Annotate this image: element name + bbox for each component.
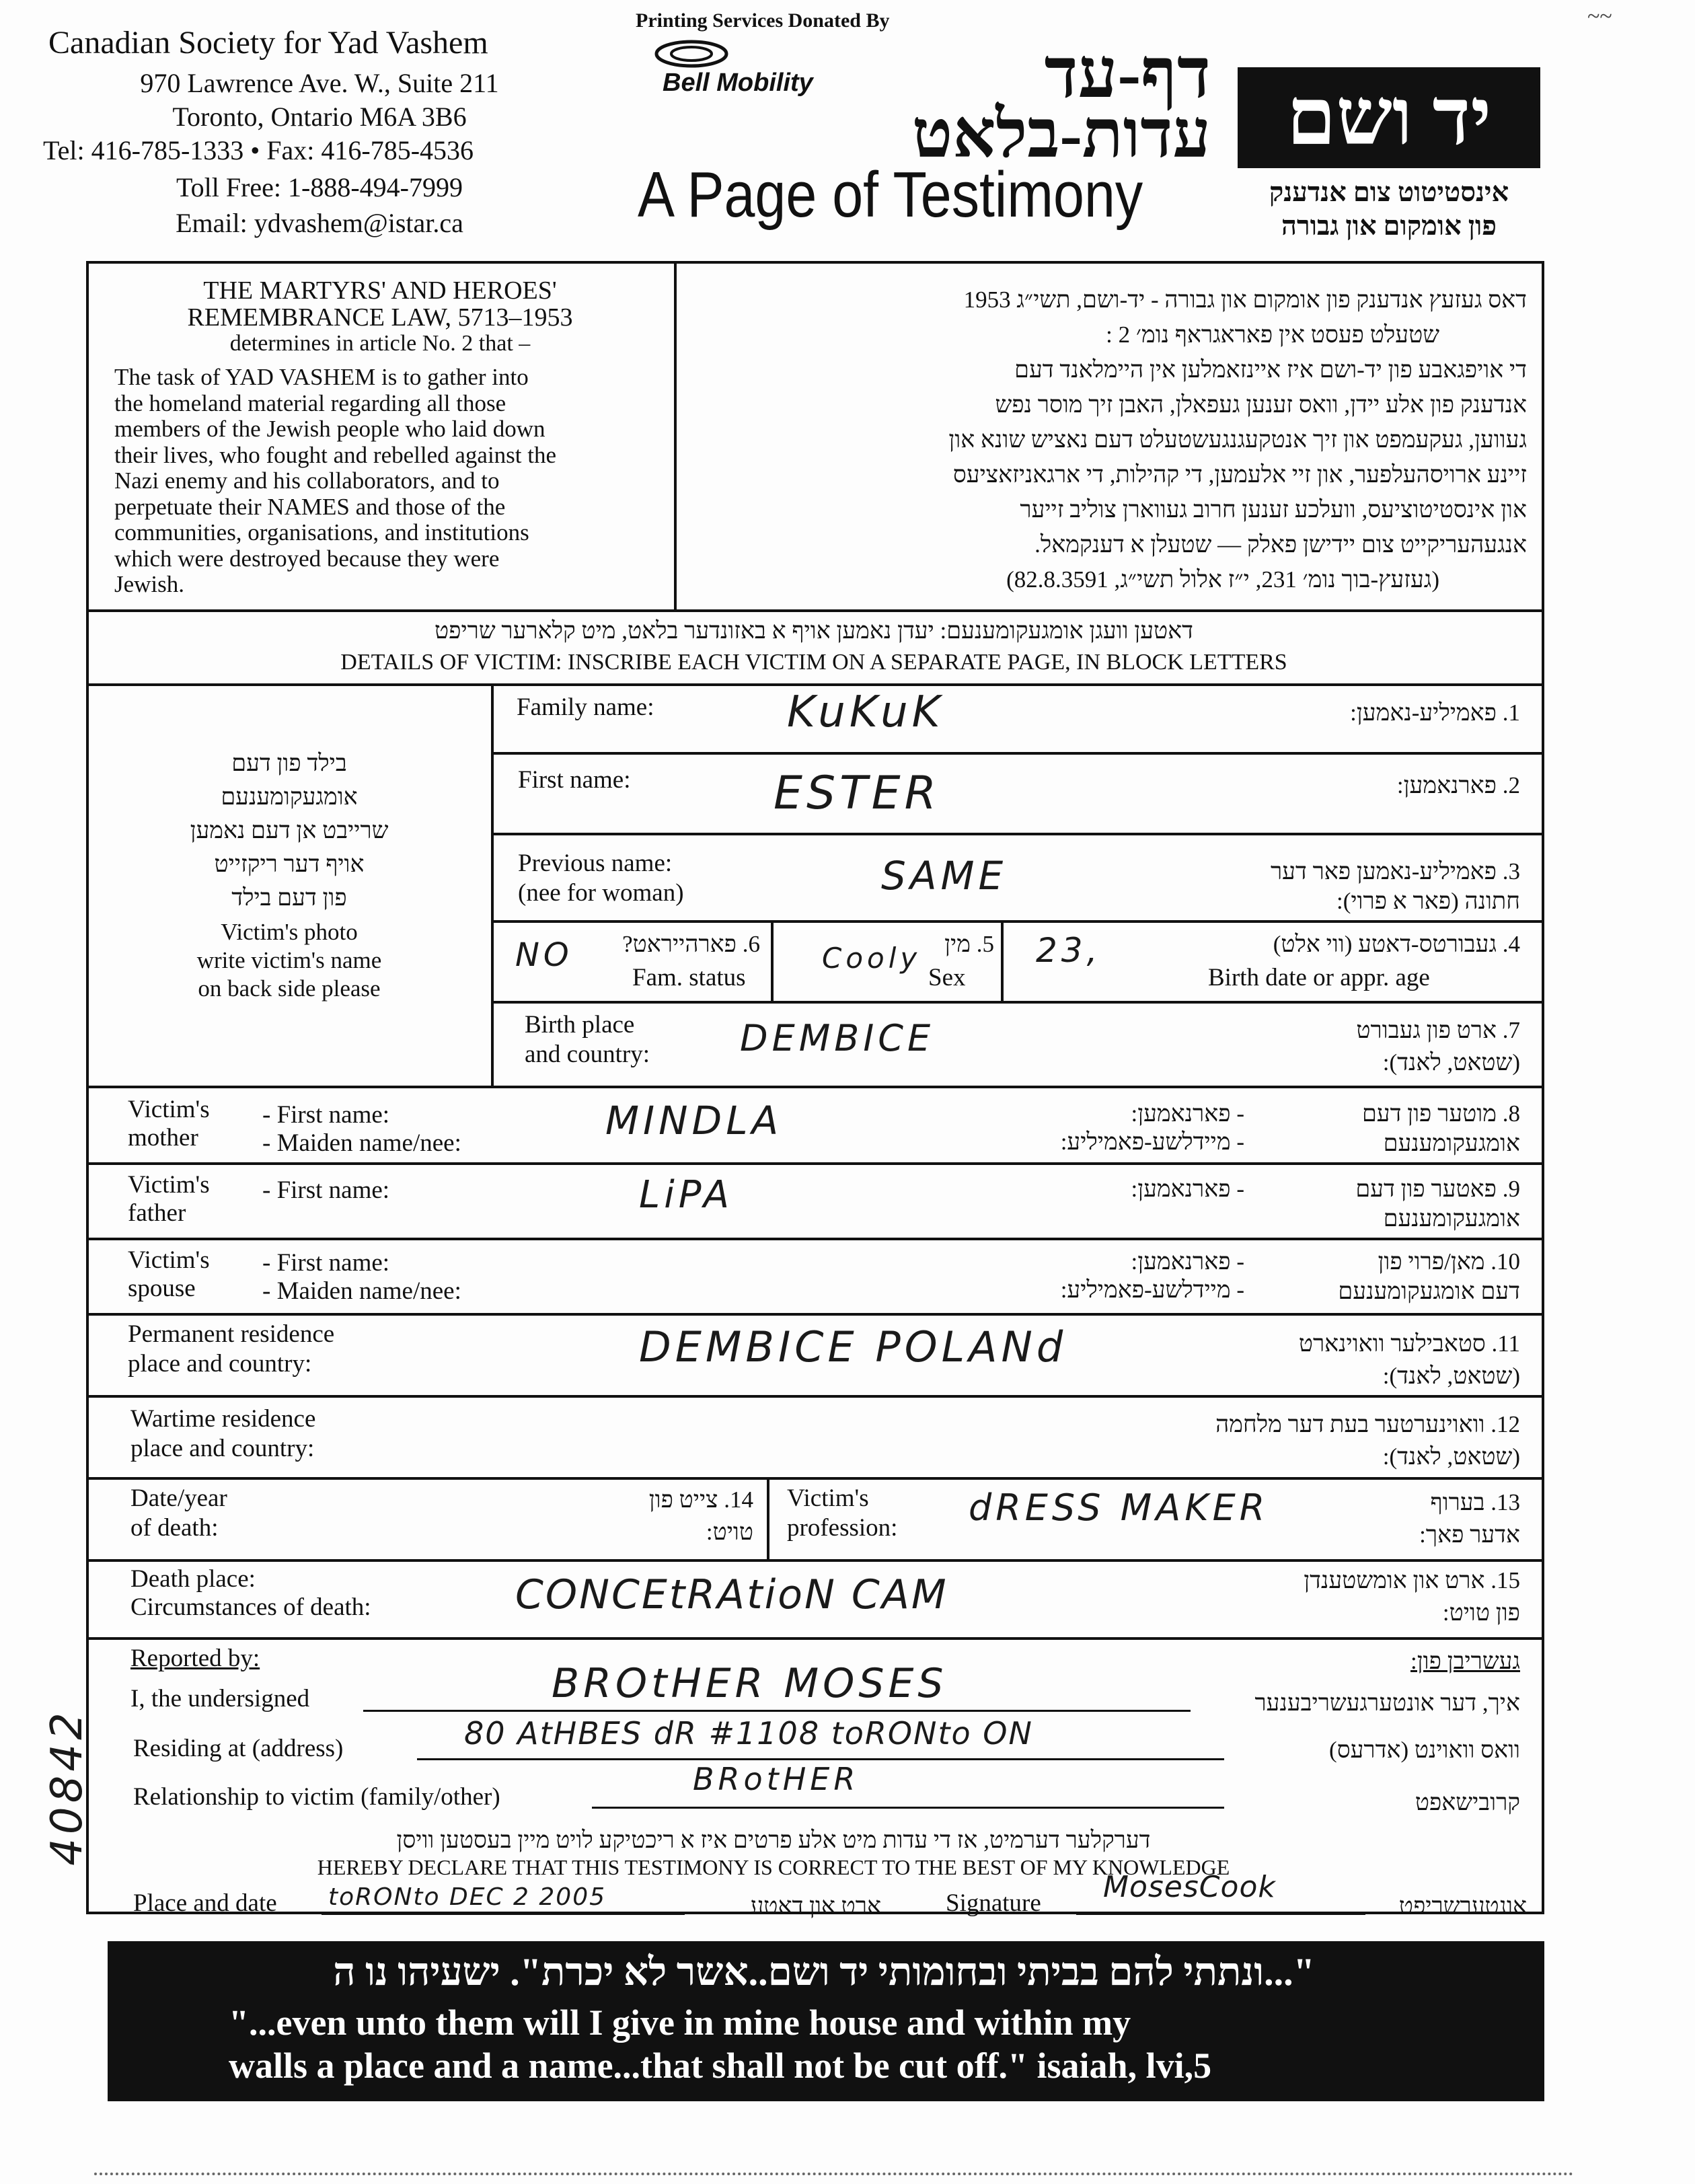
previous-name-label-2: (nee for woman) xyxy=(518,879,684,907)
org-toll-free: Toll Free: 1-888-494-7999 xyxy=(176,172,463,202)
family-name-label: Family name: xyxy=(517,693,654,721)
signature-label: Signature xyxy=(946,1889,1041,1917)
family-name-label-he: 1. פאמיליע-נאמען: xyxy=(1350,700,1520,726)
details-heading-he: דאטען וועגן אומגעקומענעם: יעדן נאמען אויף א באזונדער בלאט, מיט קלארער שריפט xyxy=(435,617,1193,644)
first-name-value: ESTER xyxy=(774,767,940,820)
profession-label-he-2: אדער פאך: xyxy=(1419,1521,1520,1548)
spouse-label-he-2: דעם אומגעקומענעם xyxy=(1338,1278,1520,1304)
family-status-label-he: 6. פארהייראט? xyxy=(622,931,760,957)
org-name: Canadian Society for Yad Vashem xyxy=(48,25,488,61)
spouse-label-he-1: 10. מאן/פרוי פון xyxy=(1378,1248,1520,1275)
logo-subtitle-2: פון אומקום און גבורה xyxy=(1281,211,1497,241)
place-date-label: Place and date xyxy=(133,1889,277,1917)
place-date-value: toRONto DEC 2 2005 xyxy=(328,1883,607,1911)
relationship-value: BRotHER xyxy=(693,1761,860,1797)
sex-value: Cooly xyxy=(822,942,921,975)
photo-he-line: אויף דער ריקזייט xyxy=(214,851,365,877)
photo-text-he xyxy=(101,747,478,915)
father-label-2: father xyxy=(128,1199,186,1227)
birthplace-label-1: Birth place xyxy=(525,1011,635,1039)
perm-residence-label-2: place and country: xyxy=(128,1350,312,1378)
spouse-sub-1: - First name: xyxy=(262,1249,390,1277)
law-en-line: communities, organisations, and institutions xyxy=(114,519,529,545)
reported-by-label-he: געשריבן פון: xyxy=(1410,1648,1520,1674)
profession-label-2: profession: xyxy=(787,1514,898,1542)
signature-label-he: אונטערשריפט xyxy=(1398,1893,1527,1919)
wartime-residence-label-1: Wartime residence xyxy=(130,1405,316,1433)
relationship-label: Relationship to victim (family/other) xyxy=(133,1783,500,1811)
wartime-residence-label-2: place and country: xyxy=(130,1435,315,1462)
law-he-line: דאס געזעץ אנדענק פון אומקום און גבורה - יד-ושם, תשי״ג 1953 xyxy=(963,287,1527,313)
birthplace-label-he-1: 7. ארט פון געבורט xyxy=(1356,1017,1520,1043)
previous-name-label-1: Previous name: xyxy=(518,850,673,877)
photo-he-line: בילד פון דעם xyxy=(231,750,347,776)
law-en-line: the homeland material regarding all those xyxy=(114,389,506,416)
mother-sub-he-2: - מיידלשע-פאמיליע: xyxy=(1060,1129,1244,1155)
declaration-he: דערקלער דערמיט, אז די עדות מיט אלע פרטים איז א ריכטיקע לויט מיין בעסטען וויסן xyxy=(396,1827,1151,1853)
law-he-line: און אינסטיטוציעס, וועלכע זענען חרוב געווארן צוליב זייער xyxy=(1020,496,1527,523)
law-text-he xyxy=(693,283,1527,597)
title-hebrew-1: דף-עד xyxy=(1044,35,1211,112)
father-value: LiPA xyxy=(639,1173,734,1217)
spouse-sub-2: - Maiden name/nee: xyxy=(262,1277,461,1305)
law-he-line: געווען, געקעמפט און זיך אנטקעגנגעשטעלט דעם נאציש שונא און xyxy=(948,426,1527,453)
family-status-value: NO xyxy=(515,936,573,974)
spouse-label-1: Victim's xyxy=(128,1246,210,1274)
place-date-label-he: ארט און דאטע xyxy=(750,1893,881,1919)
law-he-line: אנדענק פון אלע יידן, וואס זענען געפאלן, האבן זיך מוסר נפש xyxy=(995,391,1527,418)
law-heading-3: determines in article No. 2 that – xyxy=(229,331,531,356)
footer-quote-he: "...ונתתי להם בביתי ובחומותי יד ושם..אשר לא יכרת". ישעיהו נו ה xyxy=(333,1950,1315,1994)
law-he-line: (געזעץ-בוך נומ׳ 231, י״ז אלול תשי״ג, 82.8.3591) xyxy=(1006,566,1439,593)
law-en-line: which were destroyed because they were xyxy=(114,545,500,572)
mother-label-he-1: 8. מוטער פון דעם xyxy=(1361,1100,1520,1127)
birth-date-label: Birth date or appr. age xyxy=(1208,964,1430,991)
photo-he-line: פון דעם בילד xyxy=(231,884,347,911)
law-he-line: די אויפגאבע פון יד-ושם איז איינזאמלען אין היימלאנד דעם xyxy=(1014,356,1527,383)
death-date-label-he-1: 14. צייט פון xyxy=(648,1486,753,1513)
archive-number: 40842 xyxy=(42,1708,92,1866)
footer-quote-en-1: "...even unto them will I give in mine house and within my xyxy=(229,2002,1131,2043)
photo-en-line: on back side please xyxy=(198,975,381,1002)
wartime-residence-label-he-2: (שטאט, לאנד): xyxy=(1382,1443,1520,1470)
details-heading-en: DETAILS OF VICTIM: INSCRIBE EACH VICTIM ON A SEPARATE PAGE, IN BLOCK LETTERS xyxy=(340,650,1287,675)
mother-sub-2: - Maiden name/nee: xyxy=(262,1129,461,1157)
mother-label-1: Victim's xyxy=(128,1096,210,1123)
yad-vashem-logo xyxy=(1238,67,1540,168)
footer-quote-en-2: walls a place and a name...that shall not be cut off." isaiah, lvi,5 xyxy=(229,2045,1212,2086)
birthplace-value: DEMBICE xyxy=(740,1017,935,1059)
death-place-label-he-2: פון טויט: xyxy=(1442,1599,1520,1626)
father-label-he-2: אומגעקומענעם xyxy=(1383,1205,1520,1232)
mother-sub-he-1: - פארנאמען: xyxy=(1131,1100,1244,1127)
father-sub-1: - First name: xyxy=(262,1176,390,1204)
sponsor-name: Bell Mobility xyxy=(663,69,813,97)
bell-logo-icon xyxy=(651,34,732,74)
profession-label-he-1: 13. בערוף xyxy=(1430,1489,1520,1515)
address-label-he: וואס וואוינט (אדרעס) xyxy=(1329,1737,1520,1763)
previous-name-value: SAME xyxy=(881,853,1008,899)
law-heading-1: THE MARTYRS' AND HEROES' xyxy=(203,276,557,305)
org-address-2: Toronto, Ontario M6A 3B6 xyxy=(172,102,467,132)
death-place-label-2: Circumstances of death: xyxy=(130,1593,371,1621)
birthplace-label-2: and country: xyxy=(525,1041,650,1068)
reported-by-label: Reported by: xyxy=(130,1645,260,1672)
address-value: 80 AtHBES dR #1108 toRONto ON xyxy=(464,1715,1033,1752)
father-label-he-1: 9. פאטער פון דעם xyxy=(1355,1176,1520,1202)
sex-label: Sex xyxy=(928,964,966,991)
title-hebrew-2: עדות-בלאט xyxy=(911,97,1211,172)
undersigned-value: BROtHER MOSES xyxy=(552,1660,948,1707)
spouse-sub-he-1: - פארנאמען: xyxy=(1131,1248,1244,1275)
law-en-line: The task of YAD VASHEM is to gather into xyxy=(114,364,529,390)
wartime-residence-label-he-1: 12. וואוינערטער בעת דער מלחמה xyxy=(1215,1411,1520,1437)
photo-he-line: אומגעקומענעם xyxy=(221,784,358,810)
mother-label-he-2: אומגעקומענעם xyxy=(1383,1130,1520,1156)
law-he-line: אנגעהעריקייט צום יידישן פאלק — שטעלן א דענקמאל. xyxy=(1034,531,1527,558)
org-address-1: 970 Lawrence Ave. W., Suite 211 xyxy=(140,68,499,98)
family-status-label: Fam. status xyxy=(632,964,746,991)
death-date-label-2: of death: xyxy=(130,1514,219,1542)
org-tel-fax: Tel: 416-785-1333 • Fax: 416-785-4536 xyxy=(43,135,474,165)
law-heading-2: REMEMBRANCE LAW, 5713–1953 xyxy=(187,303,573,332)
law-en-line: their lives, who fought and rebelled against the xyxy=(114,441,557,468)
page-title: A Page of Testimony xyxy=(638,159,1143,231)
birth-date-value: 23, xyxy=(1036,931,1102,970)
law-en-line: perpetuate their NAMES and those of the xyxy=(114,493,506,520)
previous-name-label-he-2: חתונה (פאר א פרוי): xyxy=(1336,888,1520,914)
bottom-scan-mark xyxy=(94,2173,1574,2175)
sex-label-he: 5. מין xyxy=(944,931,994,957)
birth-date-label-he: 4. געבורטס-דאטע (ווי אלט) xyxy=(1273,931,1520,957)
first-name-label: First name: xyxy=(518,766,631,794)
law-text-en xyxy=(114,365,652,598)
logo-text: יד ושם xyxy=(1286,73,1492,161)
death-date-label-he-2: טויט: xyxy=(706,1519,753,1545)
perm-residence-label-he-1: 11. סטאבילער וואוינארט xyxy=(1298,1330,1520,1357)
mother-sub-1: - First name: xyxy=(262,1101,390,1129)
photo-text-en xyxy=(101,918,478,1003)
spouse-label-2: spouse xyxy=(128,1275,196,1302)
death-place-label-1: Death place: xyxy=(130,1565,256,1593)
perm-residence-value: DEMBICE POLANd xyxy=(639,1322,1067,1371)
law-en-line: Nazi enemy and his collaborators, and to xyxy=(114,467,500,494)
photo-he-line: שרייבט אן דעם נאמען xyxy=(190,817,389,843)
spouse-sub-he-2: - מיידלשע-פאמיליע: xyxy=(1060,1277,1244,1303)
signature-value: MosesCook xyxy=(1103,1870,1276,1904)
profession-value: dRESS MAKER xyxy=(969,1486,1269,1529)
law-he-line: זיינע ארויסהעלפער, און זיי אלעמען, די קהילות, די ארגאניזאציעס xyxy=(952,461,1527,488)
law-he-line: שטעלט פעסט אין פאראגראף נומ׳ 2 : xyxy=(1106,322,1439,348)
perm-residence-label-he-2: (שטאט, לאנד): xyxy=(1382,1363,1520,1389)
address-label: Residing at (address) xyxy=(133,1735,344,1762)
father-sub-he-1: - פארנאמען: xyxy=(1131,1176,1244,1202)
death-date-label-1: Date/year xyxy=(130,1484,227,1512)
previous-name-label-he-1: 3. פאמיליע-נאמען פאר דער xyxy=(1270,858,1520,884)
printing-note: Printing Services Donated By xyxy=(636,9,890,32)
corner-mark: ~~ xyxy=(1587,4,1612,29)
org-email: Email: ydvashem@istar.ca xyxy=(176,208,463,238)
birthplace-label-he-2: (שטאט, לאנד): xyxy=(1382,1049,1520,1076)
law-en-line: members of the Jewish people who laid down xyxy=(114,416,545,442)
death-place-value: CONCEtRAtioN CAM xyxy=(515,1571,948,1618)
death-place-label-he-1: 15. ארט און אומשטענדן xyxy=(1304,1567,1520,1593)
photo-en-line: Victim's photo xyxy=(221,919,358,945)
relationship-label-he: קרובישאפט xyxy=(1415,1789,1520,1815)
mother-value: MINDLA xyxy=(605,1098,783,1143)
father-label-1: Victim's xyxy=(128,1171,210,1199)
undersigned-label: I, the undersigned xyxy=(130,1685,310,1712)
law-en-line: Jewish. xyxy=(114,571,185,597)
first-name-label-he: 2. פארנאמען: xyxy=(1396,772,1520,798)
perm-residence-label-1: Permanent residence xyxy=(128,1320,335,1348)
undersigned-label-he: איך, דער אונטערגעשריבענער xyxy=(1254,1690,1520,1716)
mother-label-2: mother xyxy=(128,1124,198,1152)
declaration-en: HEREBY DECLARE THAT THIS TESTIMONY IS CORRECT TO THE BEST OF MY KNOWLEDGE xyxy=(317,1855,1230,1879)
family-name-value: KuKuK xyxy=(787,687,944,737)
logo-subtitle-1: אינסטיטוט צום אנדענק xyxy=(1269,177,1509,207)
profession-label-1: Victim's xyxy=(787,1484,869,1512)
photo-en-line: write victim's name xyxy=(196,947,382,973)
